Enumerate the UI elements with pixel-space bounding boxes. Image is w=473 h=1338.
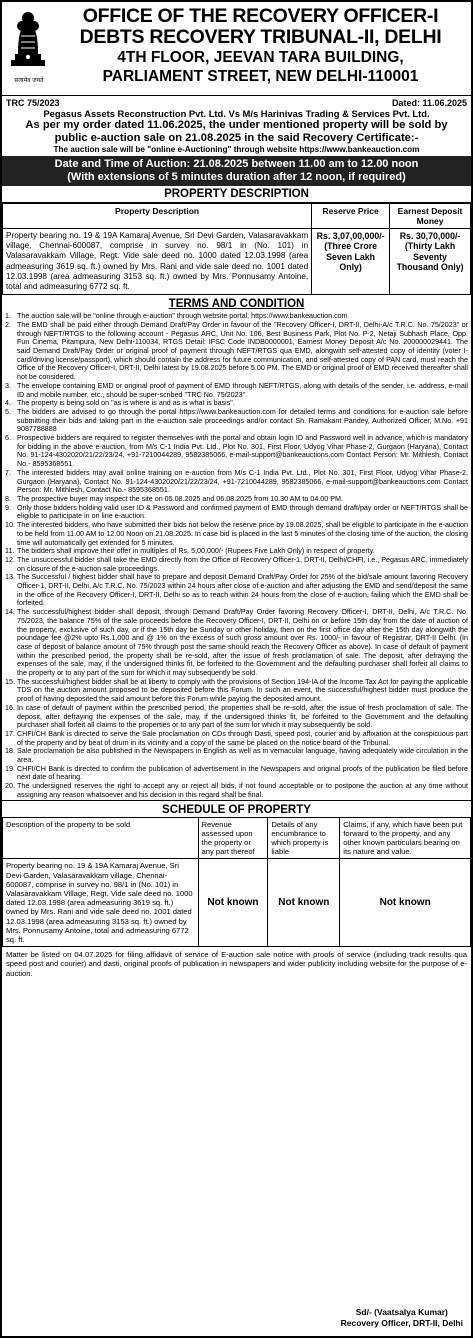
term-number: 11. <box>5 547 15 556</box>
listing-note: Matter be listed on 04.07.2025 for filing affidavit of service of E-auction sale notice with proofs of service (including track results qua speed post and courier) and dasti, original proofs of publication in newspapers and wider publicity including website for the purpose of e-auction. <box>6 950 467 978</box>
notice-header <box>2 2 471 96</box>
term-number: 18. <box>5 747 15 756</box>
term-item <box>5 730 468 747</box>
schedule-table <box>2 817 471 948</box>
term-number: 12. <box>5 555 15 564</box>
col-reserve-price: Reserve Price <box>312 204 390 229</box>
term-number: 17. <box>5 729 15 738</box>
term-text: In case of default of payment within the prescribed period, the properties shall be re-sold, after the issue of fresh proclamation of sale. The deposit, after defraying the expenses of the sale, may, if the undersigned thinks fit, be forfeited to the Government and the defaulting purchaser shall forfeit all claims to the properties or to any part of the sum for which it may subsequently be sold. <box>17 703 468 730</box>
term-text: CHFI/CH Bank is directed to serve the Sale proclamation on CDs through Dasti, speed post, courier and by affixation at the conspicuous part of the property and by beat of drum in its vicinity and a copy of the same be placed on the notice board of the Tribunal. <box>17 729 468 747</box>
term-item <box>5 408 468 434</box>
term-item <box>5 321 468 382</box>
term-text: The auction sale will be "online through e-auction" through website portal: https://www.bankeauction.com <box>17 312 348 321</box>
term-number: 3. <box>5 381 11 390</box>
term-text: The unsuccessful bidder shall take the EMD directly from the Office of Recovery Officer-1, DRT-II, Delhi/CHFI, i.e., Pegasus ARC, immediately on closure of the e-auction sale proceedings. <box>17 555 468 573</box>
property-table <box>2 203 471 295</box>
term-item <box>5 434 468 469</box>
auction-mode-note: The auction sale will be "online e-Auctioning" through website https://www.bankeauction.com <box>53 145 420 154</box>
term-number: 6. <box>5 434 11 443</box>
schedule-revenue: Not known <box>198 859 268 947</box>
term-item <box>5 469 468 495</box>
term-number: 5. <box>5 407 11 416</box>
property-row <box>3 229 471 295</box>
address-line-2: PARLIAMENT STREET, NEW DELHI-110001 <box>102 68 419 85</box>
col-emd: Earnest Deposit Money <box>390 204 471 229</box>
term-item <box>5 521 468 547</box>
signatory-designation: Recovery Officer, DRT-II, Delhi <box>340 1317 463 1328</box>
term-item <box>5 399 468 408</box>
signatory-name: Sd/- (Vaatsalya Kumar) <box>355 1307 448 1317</box>
auction-time-line: Date and Time of Auction: 21.08.2025 between 11.00 am to 12.00 noon <box>54 158 419 170</box>
terms-title: TERMS AND CONDITION <box>168 298 305 311</box>
col-claims: Claims, if any, which have been put forward to the property, and any other known particulars bearing on its nature and value. <box>340 817 471 859</box>
term-text: The bidders are advised to go through the portal https://www.bankeauction.com for detailed terms and conditions for e-auction sale before submitting their bids and taking part in the e-auction sale proceedings and/or contact Sh. Ramakant Pandey, Authorized Officer, M.No. +91 9087788888 <box>17 407 468 434</box>
terms-list <box>2 312 471 799</box>
term-number: 19. <box>5 764 15 773</box>
schedule-description: Property bearing no. 19 & 19A Kamaraj Avenue, Sri Devi Garden, Valasaravakkam village, Chennai-600087, comprise in survey no. 98/1 in (No. 101) in Valasaravakkam Village, Regt. Vide sale deed no. 1000 dated 12.03.1998 (area admeasuring 3619 sq. ft.) owned by Mrs. Rani and vide sale deed no. 1001 dated 12.03.1998 (area admeasuring 3153 sq. ft.) owned by Mrs. Ponnusamy Antoine, total and admeasuring 6772 sq. ft. <box>3 859 199 947</box>
term-text: Sale proclamation be also published in the Newspapers in English as well as in vernacular language, having adequately wide circulation in the area. <box>17 747 468 765</box>
term-item <box>5 573 468 608</box>
term-item <box>5 678 468 704</box>
signature-block <box>341 1307 463 1328</box>
term-number: 20. <box>5 782 15 791</box>
term-text: The successful/highest bidder shall be at liberty to comply with the provisions of Section 194-IA of the Income Tax Act for paying the applicable TDS on the auction amount proposed to be deposited before this Forum. In such an event, the successful/highest bidder must produce the proof of having deposited the said amount before this Forum while paying the deposited amount. <box>17 677 468 704</box>
term-text: The EMD shall be paid either through Demand Draft/Pay Order in favour of the "Recovery Officer-I, DRT-II, Delhi-A/c T.R.C. No. 75/2023" or through NEFT/RTGS to the following account - Pegasus ARC, Unit No. 106, Best Business Park, Plot No. P-2, Netaji Subhash Place, Opp. Fun Cinema, Pitampura, New Delhi-110034, RTGS Detail: IFSC Code INDB0000001, Earnest Money Deposit A/c No. 200000029441. The said Demand Draft/Pay Order or original proof of payment through NEFT/RTGS qua EMD, alongwith self-attested copy of identity (voter I-card/driving license/passport), which should contain the address for future communication, and self-attested copy of PAN card, must reach the Office of the Recovery Officer-I, DRT-II, Delhi latest by 19.08.2025 before 5.00 PM. The EMD or original proof of EMD received thereafter shall not be considered. <box>17 320 468 382</box>
schedule-row <box>3 859 471 947</box>
col-property-description: Property Description <box>3 204 312 229</box>
term-number: 7. <box>5 468 11 477</box>
term-text: Prospective bidders are required to register themselves with the portal and obtain login ID and Password well in advance, which is mandatory for bidding in the above e-auction, from M/s C-1 India Pvt. Ltd., Plot No. 301, First Floor, Udyog Vihar Phase-2, Gurgaon (Haryana), Contact No. 91-124-4302020/21/22/23/24, +91-7210044289, 9582385066, e-mail-support@bankeauctions.com Contact Person: Mr. Mithlesh, Contact No.- 8595368551. <box>17 434 468 469</box>
earnest-deposit-money: Rs. 30,70,000/- (Thirty Lakh Seventy Thousand Only) <box>390 229 471 295</box>
term-number: 1. <box>5 312 11 321</box>
office-name: OFFICE OF THE RECOVERY OFFICER-I <box>82 5 439 27</box>
national-emblem-icon <box>8 8 48 70</box>
term-text: The bidders shall improve their offer in multiples of Rs. 5,00,000/- (Rupees Five Lakh Only) in respect of property. <box>17 547 375 556</box>
term-text: The envelope containing EMD or original proof of payment of EMD through NEFT/RTGS, along with details of the sender, i.e. address, e-mail ID and mobile number, etc., should be super-scribed "TRC No. 75/2023". <box>17 381 468 399</box>
term-item <box>5 495 468 504</box>
term-number: 9. <box>5 503 11 512</box>
address-line-1: 4TH FLOOR, JEEVAN TARA BUILDING, <box>117 49 404 66</box>
term-item <box>5 704 468 730</box>
term-item <box>5 547 468 556</box>
reference-row <box>2 96 471 108</box>
term-text: CHFI/CH Bank is directed to confirm the publication of advertisement in the Newspapers and original proofs of the publication be filed before next date of hearing. <box>17 764 468 782</box>
term-text: Only those bidders holding valid user ID & Password and confirmed payment of EMD through demand draft/pay order or NEFT/RTGS shall be eligible to participate in on line e-auction. <box>17 503 468 521</box>
term-text: The prospective buyer may inspect the site on 05.08.2025 and 06.08.2025 from 10.30 AM to 04.00 PM. <box>17 494 343 503</box>
term-item <box>5 608 468 678</box>
term-number: 2. <box>5 320 11 329</box>
term-item <box>5 382 468 399</box>
term-text: The successful/highest bidder shall deposit, through Demand Draft/Pay Order favoring Recovery Officer-I, DRT-II, Delhi, A/c T.R.C. No. 75/2023, the balance 75% of the sale proceeds before the Recovery Officer-I, DRT-II, Delhi on or before 15th day from the date of auction of the property, exclusive of such day, or if the 15th day be Sunday or other holiday, then on the first office day after the 15th day alongwith the poundage fee @2% upto Rs.1,000 and @ 1% on the excess of such gross amount over Rs. 1000/- in favour of Registrar, DRT-II Delhi. (In case of deposit of balance amount of 75% through post the same should reach the Recovery Officer as above). In case of default of payment within the prescribed period, the property shall be re-sold, after the issue of fresh proclamation of sale. The deposit, after defraying the expenses of the sale, may, if the undersigned thinks fit, be forfeited to the Government and the defaulting purchaser shall forfeit all claims to the property or to any part of the sum for which it may subsequently be sold. <box>17 608 468 678</box>
col-sale-description: Description of the property to be sold <box>3 817 199 859</box>
term-number: 4. <box>5 399 11 408</box>
term-number: 14. <box>5 608 15 617</box>
term-text: The Successful / highest bidder shall have to prepare and deposit Demand Draft/Pay Order for 25% of the bid/sale amount favoring Recovery Officer-1, DRT-II, Delhi, A/c T.R.C. No. 75/2023 within 24 hours after close of e-auction and after adjusting the EMD and send/deposit the same in the office of the Recovery Officer-I, DRT-II, Delhi so as to reach within 24 hours from the close of e-auction, failing which the EMD shall be forfeited. <box>17 573 468 608</box>
term-number: 15. <box>5 677 15 686</box>
term-item <box>5 782 468 799</box>
reserve-price: Rs. 3,07,00,000/- (Three Crore Seven Lakh Only) <box>312 229 390 295</box>
trc-number: TRC 75/2023 <box>6 98 60 108</box>
office-heading <box>54 6 467 86</box>
term-text: The interested bidders, who have submitted their bids not below the reserve price by 19.08.2025, shall be eligible to participate in the e-auction to be held from 11.00 AM to 12.00 Noon on 21.08.2025. In case bid is placed in the last 5 minutes of the closing time of the auction, the closing time will automatically get extended for 5 minutes. <box>17 521 468 547</box>
schedule-table-header <box>3 817 471 859</box>
term-text: The interested bidders may avail online training on e-auction from M/s C-1 India Pvt. Ltd., Plot No. 301, First Floor, Udyog Vihar Phase-2, Gurgaon (Haryana), Contact No. 91-124-4302020/21/22/23/24, +91-7210044289, 9582385066, e-mail-support@bankeauctions.com Contact Person: Mr. Mithlesh, Contact No.- 8595368551. <box>17 468 468 495</box>
emblem-caption: सत्यमेव जयते <box>14 78 44 84</box>
term-number: 13. <box>5 573 15 582</box>
case-title: Pegasus Assets Reconstruction Pvt. Ltd. Vs M/s Harinivas Trading & Services Pvt. Ltd. <box>43 108 430 119</box>
property-description-title: PROPERTY DESCRIPTION <box>2 186 471 203</box>
term-number: 8. <box>5 494 11 503</box>
term-item <box>5 504 468 521</box>
col-encumbrance: Details of any encumbrance to which property is liable <box>268 817 340 859</box>
term-number: 16. <box>5 703 15 712</box>
notice-date: Dated: 11.06.2025 <box>391 98 467 108</box>
term-number: 10. <box>5 521 15 530</box>
term-text: The property is being sold on "as is where is and as is what is basis". <box>17 399 235 408</box>
property-table-header <box>3 204 471 229</box>
schedule-title: SCHEDULE OF PROPERTY <box>2 800 471 817</box>
schedule-encumbrance: Not known <box>268 859 340 947</box>
term-item <box>5 747 468 764</box>
term-item <box>5 312 468 321</box>
property-description: Property bearing no. 19 & 19A Kamaraj Avenue, Sri Devi Garden, Valasaravakkam village, Chennai-600087, comprise in survey no. 98/1 in (No. 101) in Valasaravakkam Village, Regt. Vide sale deed no. 1000 dated 12.03.1998 (area admeasuring 3619 sq. ft.) owned by Mrs. Rani and vide sale deed no. 1001 dated 12.03.1998 (area admeasuring 3153 sq. ft.) owned by Mrs. Ponnusamy Antoine, total and admeasuring 6772 sq. ft. <box>3 229 312 295</box>
auction-time-banner <box>2 156 471 186</box>
term-item <box>5 556 468 573</box>
schedule-claims: Not known <box>340 859 471 947</box>
col-revenue: Revenue assessed upon the property or any part thereof <box>198 817 268 859</box>
term-text: The undersigned reserves the right to accept any or reject all bids, if not found acceptable or to postpone the auction at any time without assigning any reason whatsoever and his decision in this regard shall be final. <box>17 782 468 799</box>
auction-extension-line: (With extensions of 5 minutes duration after 12 noon, if required) <box>67 171 406 183</box>
tribunal-name: DEBTS RECOVERY TRIBUNAL-II, DELHI <box>79 26 442 48</box>
order-text: As per my order dated 11.06.2025, the under mentioned property will be sold by public e-auction sale on 21.08.2025 in the said Recovery Certificate:- <box>25 119 448 144</box>
term-item <box>5 765 468 782</box>
